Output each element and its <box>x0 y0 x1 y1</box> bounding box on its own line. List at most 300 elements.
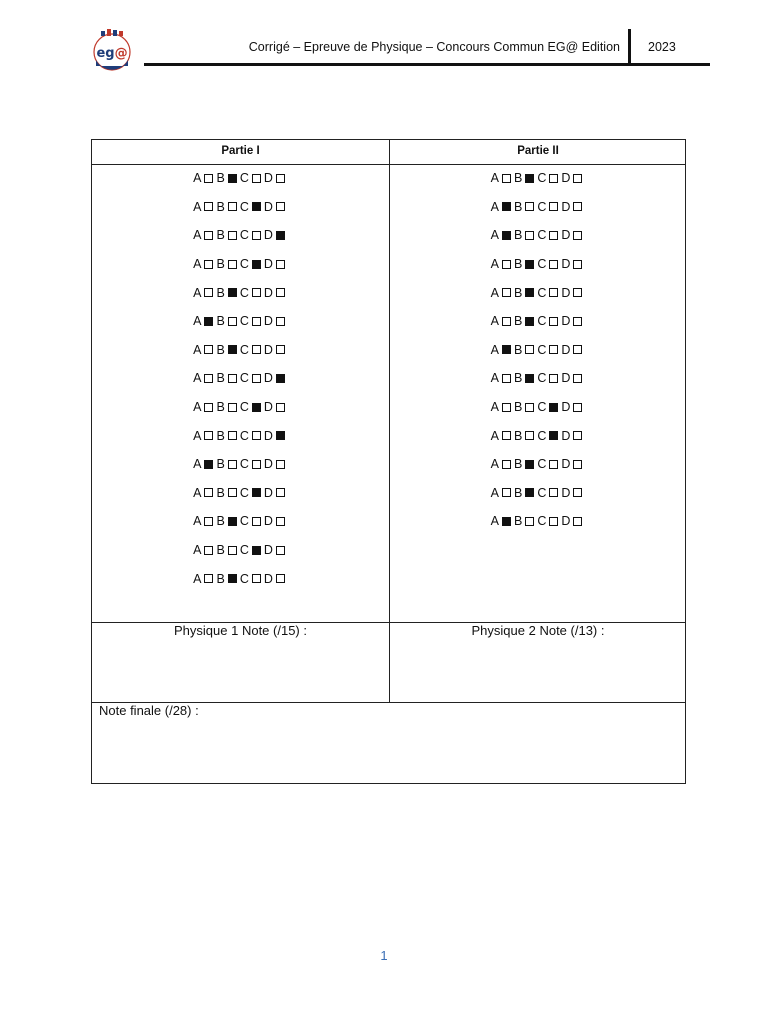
checked-box-icon <box>525 374 534 383</box>
option-letter: D <box>263 285 273 300</box>
option-b <box>216 429 236 443</box>
partie2-header: Partie II <box>517 145 559 157</box>
option-a <box>491 486 511 500</box>
empty-box-icon <box>502 288 511 297</box>
option-letter: D <box>561 485 571 500</box>
checked-box-icon <box>252 403 261 412</box>
option-letter: C <box>239 285 249 300</box>
option-d <box>264 486 285 500</box>
empty-box-icon <box>549 288 558 297</box>
empty-box-icon <box>549 374 558 383</box>
option-a <box>491 314 511 328</box>
option-letter: C <box>537 457 547 472</box>
option-letter: C <box>537 342 547 357</box>
option-letter: B <box>513 400 523 415</box>
checked-box-icon <box>252 546 261 555</box>
checked-box-icon <box>525 460 534 469</box>
option-b <box>514 371 534 385</box>
option-letter: C <box>537 257 547 272</box>
option-d <box>264 257 285 271</box>
empty-box-icon <box>573 431 582 440</box>
option-c <box>537 486 558 500</box>
empty-box-icon <box>204 288 213 297</box>
option-c <box>240 200 261 214</box>
checked-box-icon <box>502 345 511 354</box>
option-letter: D <box>561 457 571 472</box>
empty-box-icon <box>276 317 285 326</box>
option-a <box>193 543 213 557</box>
option-d <box>264 314 285 328</box>
empty-box-icon <box>525 517 534 526</box>
option-letter: A <box>490 285 499 300</box>
partie1-question-row <box>92 278 389 307</box>
partie1-question-row <box>92 307 389 336</box>
option-b <box>514 429 534 443</box>
empty-box-icon <box>228 231 237 240</box>
checked-box-icon <box>525 174 534 183</box>
checked-box-icon <box>549 403 558 412</box>
physique2-note-label: Physique 2 Note (/13) : <box>471 623 605 638</box>
option-letter: D <box>561 371 571 386</box>
option-letter: B <box>216 228 225 243</box>
empty-box-icon <box>573 317 582 326</box>
option-a <box>193 286 213 300</box>
option-letter: C <box>239 228 249 243</box>
empty-box-icon <box>204 546 213 555</box>
empty-box-icon <box>276 460 285 469</box>
option-letter: A <box>193 428 202 443</box>
option-d <box>561 371 582 385</box>
option-d <box>264 286 285 300</box>
empty-box-icon <box>549 517 558 526</box>
option-letter: B <box>216 171 225 186</box>
empty-box-icon <box>549 460 558 469</box>
option-a <box>491 457 511 471</box>
option-letter: C <box>239 485 249 500</box>
empty-box-icon <box>228 374 237 383</box>
option-letter: D <box>561 428 571 443</box>
option-b <box>216 457 236 471</box>
option-a <box>193 228 213 242</box>
option-b <box>216 286 236 300</box>
empty-box-icon <box>252 317 261 326</box>
svg-text:eg@: eg@ <box>96 46 128 61</box>
option-letter: C <box>537 371 547 386</box>
option-c <box>537 400 558 414</box>
empty-box-icon <box>573 374 582 383</box>
empty-box-icon <box>502 174 511 183</box>
option-a <box>491 286 511 300</box>
option-letter: D <box>263 485 273 500</box>
option-letter: B <box>216 371 225 386</box>
partie2-question-row <box>390 450 686 479</box>
option-letter: B <box>513 457 523 472</box>
option-letter: B <box>216 571 225 586</box>
option-letter: B <box>513 371 523 386</box>
option-b <box>216 171 236 185</box>
partie2-question-row <box>390 393 686 422</box>
option-letter: D <box>263 400 273 415</box>
option-letter: B <box>216 514 225 529</box>
option-a <box>491 371 511 385</box>
option-b <box>216 314 236 328</box>
option-letter: B <box>216 485 225 500</box>
empty-box-icon <box>252 345 261 354</box>
option-c <box>240 314 261 328</box>
empty-box-icon <box>204 231 213 240</box>
option-letter: C <box>537 314 547 329</box>
option-letter: C <box>537 228 547 243</box>
empty-box-icon <box>549 317 558 326</box>
option-d <box>264 543 285 557</box>
option-d <box>264 400 285 414</box>
empty-box-icon <box>204 374 213 383</box>
option-letter: D <box>263 428 273 443</box>
option-c <box>537 257 558 271</box>
option-a <box>193 257 213 271</box>
option-letter: C <box>239 342 249 357</box>
checked-box-icon <box>502 202 511 211</box>
partie1-question-row <box>92 336 389 365</box>
partie1-question-row <box>92 421 389 450</box>
option-letter: B <box>513 314 523 329</box>
checked-box-icon <box>228 345 237 354</box>
option-letter: A <box>193 543 202 558</box>
option-letter: D <box>263 228 273 243</box>
empty-box-icon <box>252 517 261 526</box>
option-d <box>264 514 285 528</box>
option-letter: A <box>193 571 202 586</box>
option-letter: D <box>263 199 273 214</box>
option-d <box>561 400 582 414</box>
partie2-answers <box>390 164 686 536</box>
checked-box-icon <box>204 460 213 469</box>
option-c <box>537 200 558 214</box>
option-d <box>264 457 285 471</box>
option-letter: C <box>537 285 547 300</box>
checked-box-icon <box>252 488 261 497</box>
partie2-question-row <box>390 221 686 250</box>
option-letter: D <box>263 457 273 472</box>
final-note-label: Note finale (/28) : <box>99 703 199 718</box>
option-letter: D <box>561 228 571 243</box>
partie1-question-row <box>92 221 389 250</box>
option-b <box>216 228 236 242</box>
option-c <box>240 572 261 586</box>
empty-box-icon <box>228 317 237 326</box>
checked-box-icon <box>525 260 534 269</box>
option-letter: B <box>216 400 225 415</box>
option-letter: A <box>193 199 202 214</box>
partie1-question-row <box>92 479 389 508</box>
empty-box-icon <box>502 460 511 469</box>
option-letter: A <box>490 314 499 329</box>
option-a <box>193 343 213 357</box>
empty-box-icon <box>228 431 237 440</box>
option-a <box>193 171 213 185</box>
empty-box-icon <box>525 403 534 412</box>
option-d <box>561 486 582 500</box>
empty-box-icon <box>204 260 213 269</box>
option-b <box>514 514 534 528</box>
option-d <box>561 257 582 271</box>
option-b <box>514 286 534 300</box>
partie2-question-row <box>390 364 686 393</box>
empty-box-icon <box>276 517 285 526</box>
checked-box-icon <box>228 288 237 297</box>
header-title: Corrigé – Epreuve de Physique – Concours Commun EG@ Edition <box>248 40 620 54</box>
option-b <box>216 572 236 586</box>
option-a <box>491 429 511 443</box>
empty-box-icon <box>549 488 558 497</box>
option-letter: D <box>263 171 273 186</box>
option-d <box>561 171 582 185</box>
option-letter: B <box>216 285 225 300</box>
option-b <box>216 486 236 500</box>
option-letter: A <box>193 257 202 272</box>
empty-box-icon <box>573 260 582 269</box>
option-a <box>491 171 511 185</box>
option-letter: C <box>239 257 249 272</box>
checked-box-icon <box>502 231 511 240</box>
option-d <box>561 314 582 328</box>
checked-box-icon <box>276 231 285 240</box>
empty-box-icon <box>502 260 511 269</box>
option-d <box>561 200 582 214</box>
option-letter: A <box>193 514 202 529</box>
partie1-question-row <box>92 164 389 193</box>
option-a <box>491 400 511 414</box>
option-letter: D <box>263 314 273 329</box>
checked-box-icon <box>228 574 237 583</box>
option-b <box>514 257 534 271</box>
empty-box-icon <box>573 288 582 297</box>
empty-box-icon <box>276 345 285 354</box>
partie1-answers <box>92 164 389 593</box>
empty-box-icon <box>204 488 213 497</box>
empty-box-icon <box>276 546 285 555</box>
option-letter: B <box>513 257 523 272</box>
option-letter: A <box>490 514 499 529</box>
partie1-question-row <box>92 364 389 393</box>
option-a <box>193 457 213 471</box>
empty-box-icon <box>525 202 534 211</box>
empty-box-icon <box>252 574 261 583</box>
option-letter: C <box>537 400 547 415</box>
option-d <box>561 343 582 357</box>
option-letter: A <box>193 342 202 357</box>
option-letter: C <box>537 199 547 214</box>
checked-box-icon <box>525 317 534 326</box>
option-b <box>514 228 534 242</box>
option-d <box>561 457 582 471</box>
checked-box-icon <box>204 317 213 326</box>
option-letter: D <box>561 171 571 186</box>
empty-box-icon <box>549 260 558 269</box>
partie2-question-row <box>390 479 686 508</box>
option-letter: C <box>239 428 249 443</box>
partie2-question-row <box>390 421 686 450</box>
option-c <box>537 429 558 443</box>
option-d <box>264 572 285 586</box>
option-letter: A <box>490 342 499 357</box>
option-c <box>537 371 558 385</box>
empty-box-icon <box>502 317 511 326</box>
partie2-question-row <box>390 336 686 365</box>
option-letter: A <box>193 457 202 472</box>
option-letter: D <box>561 514 571 529</box>
empty-box-icon <box>573 202 582 211</box>
empty-box-icon <box>204 174 213 183</box>
option-letter: A <box>490 171 499 186</box>
option-letter: D <box>561 285 571 300</box>
option-letter: A <box>490 371 499 386</box>
option-a <box>193 200 213 214</box>
empty-box-icon <box>502 488 511 497</box>
answer-table <box>91 139 686 784</box>
option-b <box>514 486 534 500</box>
option-c <box>537 228 558 242</box>
option-letter: D <box>561 314 571 329</box>
option-c <box>240 171 261 185</box>
partie2-question-row <box>390 278 686 307</box>
partie1-question-row <box>92 193 389 222</box>
option-letter: B <box>513 171 523 186</box>
option-letter: A <box>193 171 202 186</box>
option-a <box>491 257 511 271</box>
option-b <box>216 257 236 271</box>
option-letter: D <box>561 342 571 357</box>
empty-box-icon <box>228 488 237 497</box>
option-b <box>514 457 534 471</box>
option-letter: C <box>239 543 249 558</box>
option-letter: A <box>490 228 499 243</box>
empty-box-icon <box>573 460 582 469</box>
partie1-question-row <box>92 450 389 479</box>
partie2-question-row <box>390 307 686 336</box>
option-d <box>264 228 285 242</box>
header-divider <box>628 29 631 65</box>
option-letter: B <box>216 199 225 214</box>
empty-box-icon <box>525 431 534 440</box>
empty-box-icon <box>228 546 237 555</box>
physique1-note-label: Physique 1 Note (/15) : <box>174 623 307 638</box>
option-c <box>240 371 261 385</box>
option-letter: B <box>513 342 523 357</box>
empty-box-icon <box>549 345 558 354</box>
option-letter: A <box>193 285 202 300</box>
option-letter: D <box>263 257 273 272</box>
option-letter: C <box>239 314 249 329</box>
option-b <box>216 343 236 357</box>
checked-box-icon <box>525 288 534 297</box>
empty-box-icon <box>252 174 261 183</box>
option-letter: D <box>561 400 571 415</box>
option-b <box>514 314 534 328</box>
empty-box-icon <box>573 403 582 412</box>
option-c <box>240 286 261 300</box>
empty-box-icon <box>276 488 285 497</box>
option-letter: B <box>216 428 225 443</box>
option-b <box>216 514 236 528</box>
empty-box-icon <box>549 202 558 211</box>
header-rule <box>144 63 710 66</box>
empty-box-icon <box>573 174 582 183</box>
option-letter: D <box>263 371 273 386</box>
partie1-question-row <box>92 250 389 279</box>
option-letter: A <box>193 485 202 500</box>
empty-box-icon <box>252 460 261 469</box>
option-b <box>514 171 534 185</box>
option-b <box>216 371 236 385</box>
checked-box-icon <box>252 202 261 211</box>
option-c <box>537 286 558 300</box>
option-a <box>193 486 213 500</box>
option-c <box>537 171 558 185</box>
option-letter: C <box>537 485 547 500</box>
option-c <box>537 457 558 471</box>
option-letter: C <box>239 571 249 586</box>
option-d <box>264 171 285 185</box>
option-d <box>561 514 582 528</box>
header-year: 2023 <box>648 40 676 54</box>
option-letter: A <box>490 485 499 500</box>
option-letter: C <box>239 171 249 186</box>
option-d <box>264 429 285 443</box>
option-d <box>264 371 285 385</box>
option-a <box>491 343 511 357</box>
option-letter: B <box>513 285 523 300</box>
empty-box-icon <box>252 374 261 383</box>
option-a <box>193 572 213 586</box>
empty-box-icon <box>276 403 285 412</box>
option-c <box>240 228 261 242</box>
option-letter: D <box>561 199 571 214</box>
empty-box-icon <box>502 374 511 383</box>
empty-box-icon <box>204 574 213 583</box>
option-letter: C <box>239 457 249 472</box>
empty-box-icon <box>573 231 582 240</box>
checked-box-icon <box>525 488 534 497</box>
option-letter: D <box>263 571 273 586</box>
option-letter: A <box>490 428 499 443</box>
partie1-question-row <box>92 536 389 565</box>
option-letter: D <box>263 342 273 357</box>
option-letter: C <box>537 514 547 529</box>
partie1-question-row <box>92 564 389 593</box>
empty-box-icon <box>204 517 213 526</box>
option-c <box>537 343 558 357</box>
empty-box-icon <box>502 431 511 440</box>
empty-box-icon <box>573 345 582 354</box>
empty-box-icon <box>252 231 261 240</box>
empty-box-icon <box>228 460 237 469</box>
option-d <box>561 286 582 300</box>
option-letter: B <box>216 457 225 472</box>
option-d <box>264 200 285 214</box>
option-letter: D <box>263 543 273 558</box>
option-letter: C <box>537 428 547 443</box>
option-letter: C <box>537 171 547 186</box>
option-b <box>514 343 534 357</box>
option-letter: B <box>216 543 225 558</box>
option-d <box>561 429 582 443</box>
option-letter: A <box>490 199 499 214</box>
option-letter: A <box>193 228 202 243</box>
option-b <box>216 400 236 414</box>
partie2-question-row <box>390 164 686 193</box>
option-letter: B <box>513 199 523 214</box>
